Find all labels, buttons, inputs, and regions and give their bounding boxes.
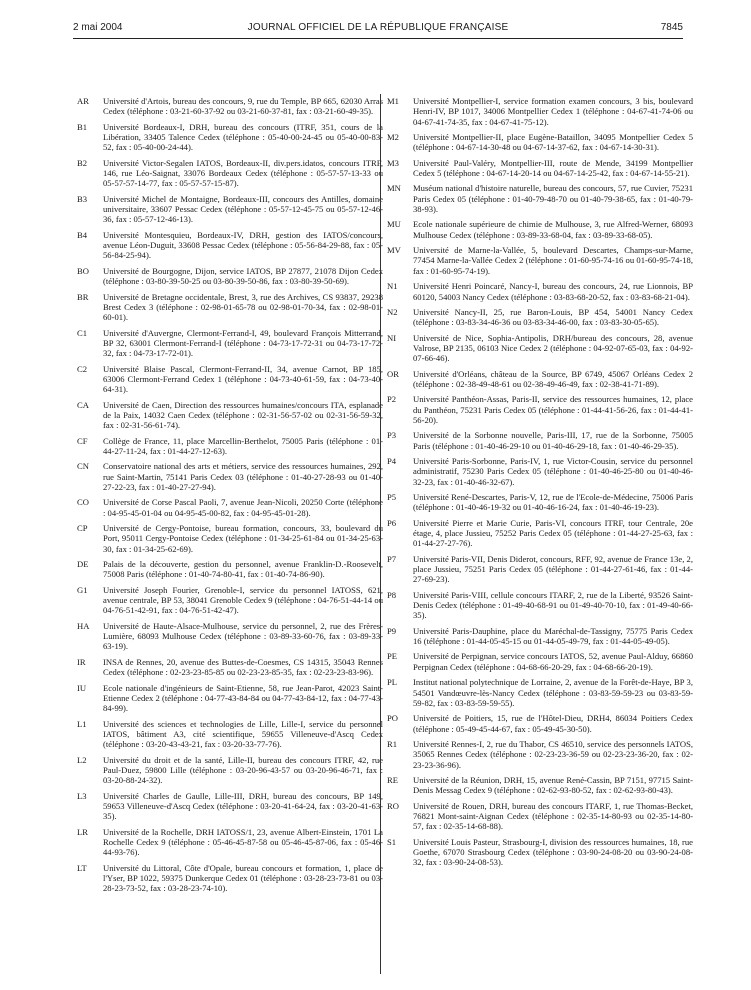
institution-address: Université de la Sorbonne nouvelle, Paris-III, 17, rue de la Sorbonne, 75005 Paris (téléphone : 01-40-46-29-10 ou 01-40-46-29-18, fax : 01-40-46-29-35). <box>413 430 693 451</box>
institution-entry <box>387 158 693 179</box>
issue-date: 2 mai 2004 <box>73 22 123 33</box>
institution-code: MV <box>387 245 401 256</box>
institution-entry <box>77 683 383 714</box>
institution-address: Université de la Réunion, DRH, 15, avenue René-Cassin, BP 7151, 97715 Saint-Denis Messag Cedex 9 (téléphone : 02-62-93-80-52, fax : 02-62-93-80-43). <box>413 774 693 796</box>
institution-address: INSA de Rennes, 20, avenue des Buttes-de-Coesmes, CS 14315, 35043 Rennes Cedex (téléphone : 02-23-23-85-85 ou 02-23-23-85-35, fax : 02-23-23-83-96). <box>103 656 383 678</box>
institution-code: G1 <box>77 584 88 595</box>
institution-address: Université Rennes-I, 2, rue du Thabor, CS 46510, service des personnels IATOS, 35065 Rennes Cedex (téléphone : 02-23-23-36-59 ou 02-23-23-36-20, fax : 02-23-23-36-96). <box>413 738 693 770</box>
institution-address: Université Montesquieu, Bordeaux-IV, DRH, gestion des IATOS/concours, avenue Léon-Duguit, 33608 Pessac Cedex (téléphone : 05-56-84-29-88, fax : 05-56-84-25-94). <box>103 229 383 261</box>
institution-code: C2 <box>77 363 88 374</box>
institution-entry <box>387 369 693 390</box>
institution-address: Université du Littoral, Côte d'Opale, bureau concours et formation, 1, place de l'Yser, BP 1022, 59375 Dunkerque Cedex 01 (téléphone : 03-28-23-73-81 ou 03-28-23-73-52, fax : 03-28-23-74-10). <box>103 862 383 894</box>
institution-address: Université de Bretagne occidentale, Brest, 3, rue des Archives, CS 93837, 29238 Brest Cedex 3 (téléphone : 02-98-01-65-78 ou 02-98-01-70-34, fax : 02-98-01-60-01). <box>103 291 383 323</box>
institution-address: Université Bordeaux-I, DRH, bureau des concours (ITRF, 351, cours de la Libération, 33405 Talence Cedex (téléphone : 05-40-00-24-45 ou 05-40-00-83-52, fax : 05-40-00-24-44). <box>103 121 383 153</box>
page-number: 7845 <box>660 22 683 33</box>
institution-entry <box>387 775 693 796</box>
institution-code: S1 <box>387 836 397 847</box>
institution-code: OR <box>387 368 399 379</box>
institution-code: AR <box>77 96 89 106</box>
institution-address: Ecole nationale d'ingénieurs de Saint-Etienne, 58, rue Jean-Parot, 42023 Saint-Etienne Cedex 2 (téléphone : 04-77-43-84-84 ou 04-77-43-84-12, fax : 04-77-43-84-99). <box>103 682 383 714</box>
institution-address: Université Montpellier-I, service formation examen concours, 3 bis, boulevard Henri-IV, BP 1017, 34006 Montpellier Cedex 1 (téléphone : 04-67-41-74-06 ou 04-67-41-74-35, fax : 04-67-41-75-12). <box>413 96 693 127</box>
institution-code: B1 <box>77 121 88 132</box>
institution-address: Ecole nationale supérieure de chimie de Mulhouse, 3, rue Alfred-Werner, 68093 Mulhouse Cedex (téléphone : 03-89-33-68-04, fax : 03-89-33-68-05). <box>413 219 693 240</box>
institution-code: C1 <box>77 327 88 338</box>
institution-code: P2 <box>387 394 397 405</box>
institution-entry <box>387 307 693 328</box>
institution-entry <box>387 394 693 425</box>
institution-entry <box>77 400 383 431</box>
institution-code: P9 <box>387 625 397 636</box>
institution-address: Université de Poitiers, 15, rue de l'Hôtel-Dieu, DRH4, 86034 Poitiers Cedex (téléphone : 05-49-45-44-67, fax : 05-49-45-30-50). <box>413 713 693 734</box>
institution-code: P3 <box>387 430 397 441</box>
institution-address: Université Paris-Dauphine, place du Maréchal-de-Tassigny, 75775 Paris Cedex 16 (téléphone : 01-44-05-45-15 ou 01-44-05-49-79, fax : 01-44-05-49-05). <box>413 625 693 647</box>
institution-code: M3 <box>387 157 399 168</box>
institution-address: Université Paris-Sorbonne, Paris-IV, 1, rue Victor-Cousin, service du personnel administratif, 75230 Paris Cedex 05 (téléphone : 01-40-46-25-80 ou 01-40-46-32-23, fax : 01-40-46-32-67). <box>413 455 693 487</box>
institution-code: PL <box>387 677 398 688</box>
institution-address: Collège de France, 11, place Marcellin-Berthelot, 75005 Paris (téléphone : 01-44-27-11-24, fax : 01-44-27-12-63). <box>103 435 383 456</box>
institution-address: Université Michel de Montaigne, Bordeaux-III, concours des Antilles, domaine universitaire, 33607 Pessac Cedex (téléphone : 05-57-12-45-75 ou 05-57-12-46-36, fax : 05-57-12-46-13). <box>103 193 383 225</box>
institution-address: Université Paris-VII, Denis Diderot, concours, RFF, 92, avenue de France 13e, 2, place Jussieu, 75251 Paris Cedex 05 (téléphone : 01-44-27-61-46, fax : 01-44-27-69-23). <box>413 553 693 585</box>
institution-entry <box>77 719 383 750</box>
institution-code: IU <box>77 682 87 693</box>
institution-code: MU <box>387 219 401 230</box>
header-rule <box>73 38 683 39</box>
institution-address: Université de Rouen, DRH, bureau des concours ITARF, 1, rue Thomas-Becket, 76821 Mont-saint-Aignan Cedex (téléphone : 02-35-14-80-93 ou 02-35-14-80-57, fax : 02-35-14-68-88). <box>413 800 693 832</box>
institution-address: Palais de la découverte, gestion du personnel, avenue Franklin-D.-Roosevelt, 75008 Paris (téléphone : 01-40-74-80-41, fax : 01-40-74-86-90). <box>103 559 383 580</box>
institution-entry <box>77 863 383 894</box>
institution-code: M2 <box>387 132 399 143</box>
institution-code: MN <box>387 183 401 194</box>
institution-entry <box>77 158 383 189</box>
institution-code: B2 <box>77 157 88 168</box>
right-column <box>387 96 693 873</box>
institution-code: BR <box>77 291 89 302</box>
institution-entry <box>77 755 383 786</box>
institution-code: L2 <box>77 754 87 765</box>
institution-code: LR <box>77 826 88 837</box>
institution-address: Conservatoire national des arts et métiers, service des ressources humaines, 292, rue Saint-Martin, 75141 Paris Cedex 03 (téléphone : 01-40-27-28-93 ou 01-40-27-22-23, fax : 01-40-27-27-94). <box>103 461 383 492</box>
institution-code: HA <box>77 620 90 631</box>
institution-entry <box>387 96 693 127</box>
institution-address: Université Pierre et Marie Curie, Paris-VI, concours ITRF, tour Centrale, 20e étage, 4, place Jussieu, 75252 Paris Cedex 05 (téléphone : 01-44-27-25-63, fax : 01-44-27-27-76). <box>413 517 693 549</box>
institution-code: P5 <box>387 492 397 502</box>
institution-address: Université de Perpignan, service concours IATOS, 52, avenue Paul-Alduy, 66860 Perpignan Cedex (téléphone : 04-68-66-20-29, fax : 04-68-66-20-19). <box>413 651 693 672</box>
institution-code: CA <box>77 399 89 410</box>
institution-code: CF <box>77 435 88 446</box>
institution-code: B3 <box>77 193 88 204</box>
institution-address: Université Charles de Gaulle, Lille-III, DRH, bureau des concours, BP 149, 59653 Villeneuve-d'Ascq Cedex (téléphone : 03-20-41-64-24, fax : 03-20-41-63-35). <box>103 790 383 822</box>
institution-address: Université Paris-VIII, cellule concours ITARF, 2, rue de la Liberté, 93526 Saint-Denis Cedex (téléphone : 01-49-40-68-91 ou 01-49-40-70-10, fax : 01-49-40-66-35). <box>413 589 693 621</box>
institution-entry <box>387 801 693 832</box>
institution-address: Université de Nice, Sophia-Antipolis, DRH/bureau des concours, 28, avenue Valrose, BP 2135, 06103 Nice Cedex 2 (téléphone : 04-92-07-65-03, fax : 04-92-07-66-46). <box>413 332 693 364</box>
institution-address: Université de Haute-Alsace-Mulhouse, service du personnel, 2, rue des Frères-Lumière, 68093 Mulhouse Cedex (téléphone : 03-89-33-60-76, fax : 03-89-33-63-19). <box>103 620 383 652</box>
institution-entry <box>77 657 383 678</box>
institution-code: DE <box>77 559 89 570</box>
institution-code: P6 <box>387 517 397 528</box>
institution-entry <box>387 651 693 672</box>
institution-code: PO <box>387 713 398 724</box>
institution-entry <box>387 677 693 708</box>
institution-code: P4 <box>387 455 397 466</box>
institution-code: L1 <box>77 718 87 729</box>
institution-code: RE <box>387 774 398 785</box>
institution-code: N1 <box>387 281 398 292</box>
institution-entry <box>77 364 383 395</box>
institution-entry <box>77 621 383 652</box>
institution-address: Muséum national d'histoire naturelle, bureau des concours, 57, rue Cuvier, 75231 Paris Cedex 05 (téléphone : 01-40-79-48-70 ou 01-40-79-38-65, fax : 01-40-79-38-93). <box>413 183 693 215</box>
institution-entry <box>387 281 693 302</box>
institution-code: BO <box>77 265 89 276</box>
institution-entry <box>387 518 693 549</box>
institution-entry <box>77 585 383 616</box>
institution-entry <box>387 456 693 487</box>
institution-address: Université du droit et de la santé, Lille-II, bureau des concours ITRF, 42, rue Paul-Duez, 59800 Lille (téléphone : 03-20-96-43-57 ou 03-20-96-46-71, fax : 03-20-88-24-32). <box>103 754 383 786</box>
left-column <box>77 96 383 899</box>
institution-address: Université Paul-Valéry, Montpellier-III, route de Mende, 34199 Montpellier Cedex 5 (téléphone : 04-67-14-20-14 ou 04-67-14-25-42, fax : 04-67-14-55-21). <box>413 157 693 179</box>
institution-entry <box>387 739 693 770</box>
institution-entry <box>77 791 383 822</box>
institution-code: P7 <box>387 553 397 564</box>
institution-entry <box>387 219 693 240</box>
institution-entry <box>387 837 693 868</box>
journal-title: JOURNAL OFFICIEL DE LA RÉPUBLIQUE FRANÇAISE <box>247 22 509 33</box>
institution-entry <box>77 436 383 457</box>
institution-address: Université de Marne-la-Vallée, 5, boulevard Descartes, Champs-sur-Marne, 77454 Marne-la-Vallée Cedex 2 (téléphone : 01-60-95-74-16 ou 01-60-95-74-18, fax : 01-60-95-74-19). <box>413 245 693 276</box>
institution-address: Université Nancy-II, 25, rue Baron-Louis, BP 454, 54001 Nancy Cedex (téléphone : 03-83-34-46-36 ou 03-83-34-46-00, fax : 03-83-30-05-65). <box>413 306 693 328</box>
institution-entry <box>77 523 383 554</box>
institution-entry <box>387 245 693 276</box>
institution-code: L3 <box>77 790 87 801</box>
institution-code: CO <box>77 497 89 508</box>
institution-address: Université des sciences et technologies de Lille, Lille-I, service du personnel IATOS, bâtiment A3, cité scientifique, 59655 Villeneuve-d'Ascq Cedex (téléphone : 03-20-43-43-21, fax : 03-20-33-77-76). <box>103 718 383 750</box>
institution-address: Université d'Artois, bureau des concours, 9, rue du Temple, BP 665, 62030 Arras Cedex (téléphone : 03-21-60-37-92 ou 03-21-60-37-81, fax : 03-21-60-49-35). <box>103 96 383 117</box>
institution-entry <box>77 230 383 261</box>
institution-address: Université Panthéon-Assas, Paris-II, service des ressources humaines, 12, place du Panthéon, 75231 Paris Cedex 05 (téléphone : 01-44-41-56-26, fax : 01-44-41-56-20). <box>413 394 693 425</box>
institution-address: Université de Bourgogne, Dijon, service IATOS, BP 27877, 21078 Dijon Cedex (téléphone : 03-80-39-50-25 ou 03-80-39-50-86, fax : 03-80-39-50-69). <box>103 265 383 287</box>
institution-code: N2 <box>387 306 398 317</box>
institution-address: Université René-Descartes, Paris-V, 12, rue de l'Ecole-de-Médecine, 75006 Paris (téléphone : 01-40-46-19-32 ou 01-40-46-16-24, fax : 01-40-46-19-23). <box>413 492 693 513</box>
institution-entry <box>77 328 383 359</box>
institution-entry <box>77 559 383 580</box>
institution-entry <box>77 292 383 323</box>
institution-address: Université Blaise Pascal, Clermont-Ferrand-II, 34, avenue Carnot, BP 185, 63006 Clermont-Ferrand Cedex 1 (téléphone : 04-73-40-61-59, fax : 04-73-40-64-31). <box>103 363 383 395</box>
institution-address: Institut national polytechnique de Lorraine, 2, avenue de la Forêt-de-Haye, BP 3, 54501 Vandœuvre-lès-Nancy Cedex (téléphone : 03-83-59-59-23 ou 03-83-59-59-82, fax : 03-83-59-59-55). <box>413 677 693 708</box>
institution-code: PE <box>387 651 398 662</box>
institution-code: IR <box>77 656 86 667</box>
institution-code: B4 <box>77 229 88 240</box>
institution-entry <box>77 827 383 858</box>
institution-address: Université Louis Pasteur, Strasbourg-I, division des ressources humaines, 18, rue Goethe, 67070 Strasbourg Cedex (téléphone : 03-90-24-08-20 ou 03-90-24-08-32, fax : 03-90-24-08-53). <box>413 836 693 868</box>
institution-entry <box>77 461 383 492</box>
institution-entry <box>387 430 693 451</box>
institution-address: Université de Cergy-Pontoise, bureau formation, concours, 33, boulevard du Port, 95011 Cergy-Pontoise Cedex (téléphone : 01-34-25-61-84 ou 01-34-25-63-30, fax : 01-34-25-62-69). <box>103 523 383 554</box>
institution-code: RO <box>387 800 399 811</box>
institution-entry <box>387 713 693 734</box>
page-header <box>73 22 683 36</box>
institution-entry <box>387 132 693 153</box>
institution-entry <box>387 626 693 647</box>
institution-address: Université de Corse Pascal Paoli, 7, avenue Jean-Nicoli, 20250 Corte (téléphone : 04-95-45-01-04 ou 04-95-45-00-82, fax : 04-95-45-01-28). <box>103 497 383 518</box>
institution-address: Université Victor-Segalen IATOS, Bordeaux-II, div.pers.idatos, concours ITRF, 146, rue Léo-Saignat, 33076 Bordeaux Cedex (téléphone : 05-57-57-13-33 ou 05-57-57-14-77, fax : 05-57-57-15-87). <box>103 157 383 189</box>
institution-entry <box>387 333 693 364</box>
institution-code: CP <box>77 523 88 534</box>
institution-address: Université Henri Poincaré, Nancy-I, bureau des concours, 24, rue Lionnois, BP 60120, 54003 Nancy Cedex (téléphone : 03-83-68-20-52, fax : 03-83-68-21-04). <box>413 281 693 302</box>
institution-address: Université de la Rochelle, DRH IATOSS/1, 23, avenue Albert-Einstein, 1701 La Rochelle Cedex 9 (téléphone : 05-46-45-87-58 ou 05-46-45-87-06, fax : 05-46-44-93-76). <box>103 826 383 858</box>
institution-address: Université de Caen, Direction des ressources humaines/concours ITA, esplanade de la Paix, 14032 Caen Cedex (téléphone : 02-31-56-57-02 ou 02-31-56-59-32, fax : 02-31-56-61-74). <box>103 399 383 431</box>
institution-entry <box>77 266 383 287</box>
column-divider <box>380 94 381 974</box>
institution-address: Université Montpellier-II, place Eugène-Bataillon, 34095 Montpellier Cedex 5 (téléphone : 04-67-14-30-48 ou 04-67-14-37-62, fax : 04-67-14-30-31). <box>413 132 693 153</box>
institution-entry <box>387 554 693 585</box>
institution-entry <box>77 122 383 153</box>
institution-address: Université d'Orléans, château de la Source, BP 6749, 45067 Orléans Cedex 2 (téléphone : 02-38-49-48-61 ou 02-38-49-46-49, fax : 02-38-41-71-89). <box>413 368 693 389</box>
institution-address: Université Joseph Fourier, Grenoble-I, service du personnel IATOSS, 621, avenue centrale, BP 53, 38041 Grenoble Cedex 9 (téléphone : 04-76-51-44-14 ou 04-76-51-42-91, fax : 04-76-51-42-47). <box>103 584 383 616</box>
institution-entry <box>387 183 693 214</box>
institution-entry <box>77 96 383 117</box>
institution-code: NI <box>387 332 397 343</box>
institution-entry <box>387 492 693 513</box>
institution-address: Université d'Auvergne, Clermont-Ferrand-I, 49, boulevard François Mitterrand, BP 32, 63001 Clermont-Ferrand-I (téléphone : 04-73-17-72-31 ou 04-73-17-72-32, fax : 04-73-17-72-01). <box>103 327 383 359</box>
institution-entry <box>77 194 383 225</box>
institution-code: M1 <box>387 96 399 106</box>
institution-code: P8 <box>387 589 397 600</box>
institution-entry <box>77 497 383 518</box>
institution-code: CN <box>77 461 89 472</box>
institution-entry <box>387 590 693 621</box>
institution-code: LT <box>77 862 87 873</box>
institution-code: R1 <box>387 738 398 749</box>
